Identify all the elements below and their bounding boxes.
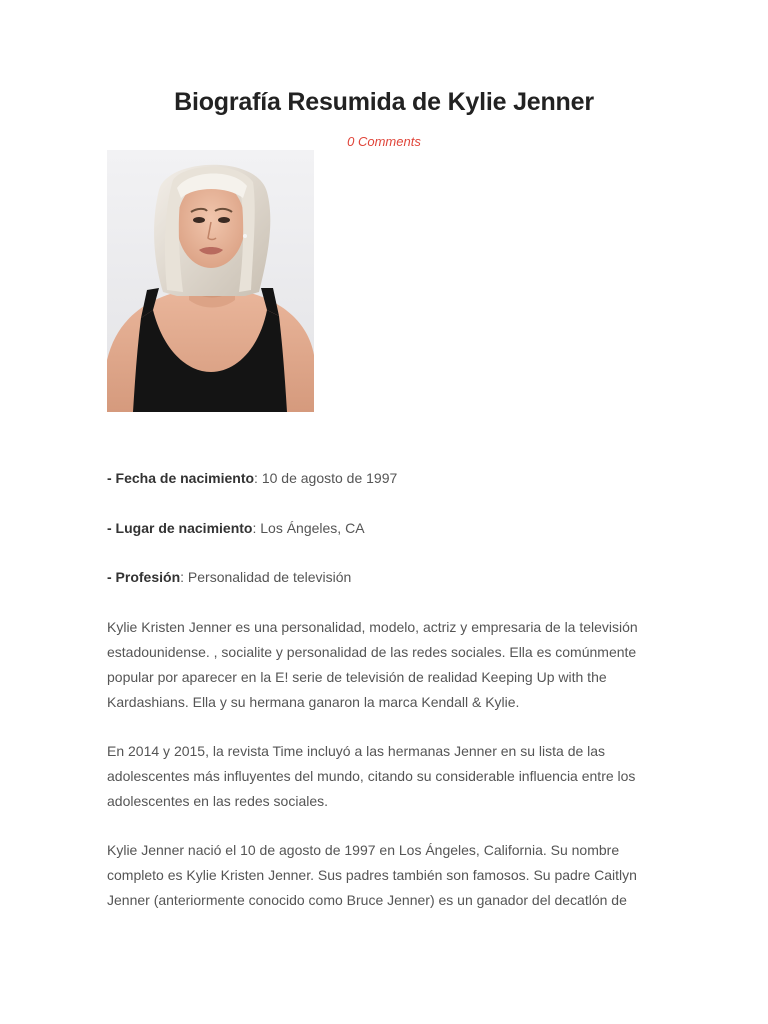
fact-label: - Lugar de nacimiento xyxy=(107,519,253,536)
fact-value: : 10 de agosto de 1997 xyxy=(254,470,398,486)
comments-link[interactable]: 0 Comments xyxy=(347,134,421,149)
article-title: Biografía Resumida de Kylie Jenner xyxy=(174,88,594,116)
article-body xyxy=(107,466,667,937)
paragraph: Kylie Jenner nació el 10 de agosto de 1997 en Los Ángeles, California. Su nombre completo es Kylie Kristen Jenner. Sus padres también son famosos. Su padre Caitlyn Jenner (anteriormente conocido como Bruce Jenner) es un ganador del decatlón de xyxy=(107,841,637,908)
fact-value: : Los Ángeles, CA xyxy=(252,519,365,536)
fact-label: - Fecha de nacimiento xyxy=(107,470,255,486)
fact-birth-place xyxy=(107,516,667,541)
fact-birth-date xyxy=(107,466,667,491)
portrait-photo xyxy=(107,150,314,412)
paragraph: En 2014 y 2015, la revista Time incluyó a las hermanas Jenner en su lista de las adolescentes más influyentes del mundo, citando su considerable influencia entre los adolescentes en las redes sociales. xyxy=(107,742,636,809)
paragraph: Kylie Kristen Jenner es una personalidad, modelo, actriz y empresaria de la televisión estadounidense. , socialite y personalidad de las redes sociales. Ella es comúnmente popular por aparecer en la E! serie de televisión de realidad Keeping Up with the Kardashians. Ella y su hermana ganaron la marca Kendall & Kylie. xyxy=(107,618,638,710)
fact-label: - Profesión xyxy=(107,569,181,585)
fact-profession xyxy=(107,565,667,590)
fact-value: : Personalidad de televisión xyxy=(180,569,352,585)
